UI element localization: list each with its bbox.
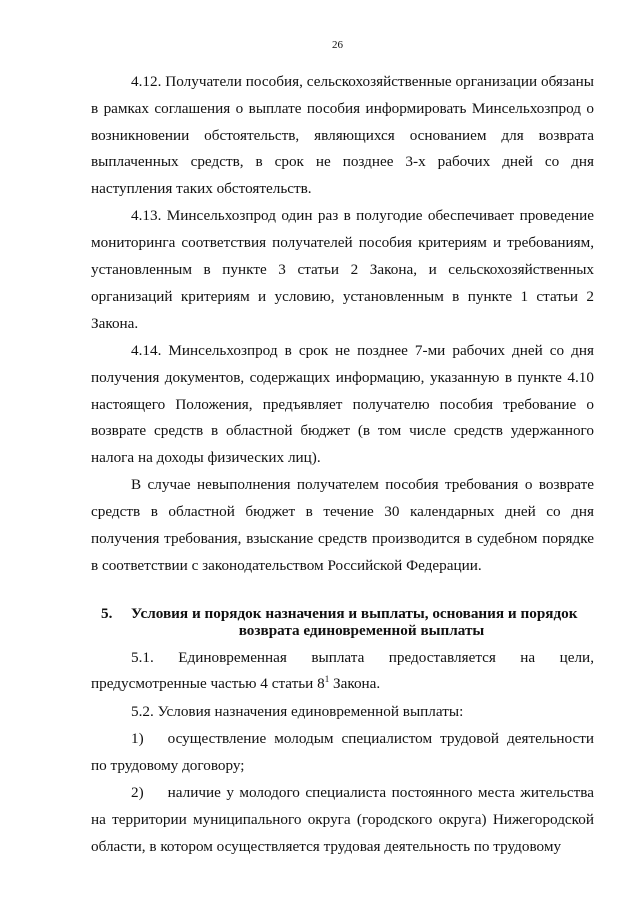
paragraph-5-2: 5.2. Условия назначения единовременной выплаты: xyxy=(131,702,464,720)
paragraph-5-1-text: 5.1. Единовременная выплата предоставляется на цели, предусмотренные частью 4 статьи 8 xyxy=(91,648,594,693)
list-item-2-text: наличие у молодого специалиста постоянного места жительства на территории муниципального округа (городского округа) Нижегородской области, в котором осуществляется трудовая деятельность по трудовому xyxy=(91,784,594,855)
paragraph-4-13: 4.13. Минсельхозпрод один раз в полугодие обеспечивает проведение мониторинга соответствия получателей пособия критериям и требованиям, установленным в пункте 3 статьи 2 Закона, и сельскохозяйственных организаций критериям и условию, установленным в пункте 1 статьи 2 Закона. xyxy=(91,207,594,332)
paragraph-refund-failure: В случае невыполнения получателем пособия требования о возврате средств в областной бюджет в течение 30 календарных дней со дня получения требования, взыскание средств производится в судебном порядке в соответствии с законодательством Российской Федерации. xyxy=(91,476,594,574)
paragraph-4-14: 4.14. Минсельхозпрод в срок не позднее 7-ми рабочих дней со дня получения документов, содержащих информацию, указанную в пункте 4.10 настоящего Положения, предъявляет получателю пособия требование о возврате средств в областной бюджет (в том числе средств удержанного налога на доходы физических лиц). xyxy=(91,341,594,467)
paragraph-5-1-end: Закона. xyxy=(329,675,381,693)
section-5-number: 5. xyxy=(101,604,113,622)
section-5-title-line2: возврата единовременной выплаты xyxy=(238,621,485,639)
list-item-2 xyxy=(91,780,594,860)
paragraph-4-12: 4.12. Получатели пособия, сельскохозяйственные организации обязаны в рамках соглашения о выплате пособия информировать Минсельхозпрод о возникновении обстоятельств, являющихся основанием для возврата выплаченных средств, в срок не позднее 3-х рабочих дней со дня наступления таких обстоятельств. xyxy=(91,73,594,198)
list-item-1-number: 1) xyxy=(131,730,144,748)
article-superscript: 1 xyxy=(324,674,330,685)
paragraph-5-1 xyxy=(91,645,594,699)
list-item-1-text: осуществление молодым специалистом трудовой деятельности по трудовому договору; xyxy=(91,730,594,774)
section-5-title-line1: Условия и порядок назначения и выплаты, основания и порядок xyxy=(131,604,578,622)
page-number: 26 xyxy=(332,39,343,51)
list-item-2-number: 2) xyxy=(131,784,144,802)
list-item-1 xyxy=(91,726,594,780)
section-5-heading xyxy=(91,605,594,639)
